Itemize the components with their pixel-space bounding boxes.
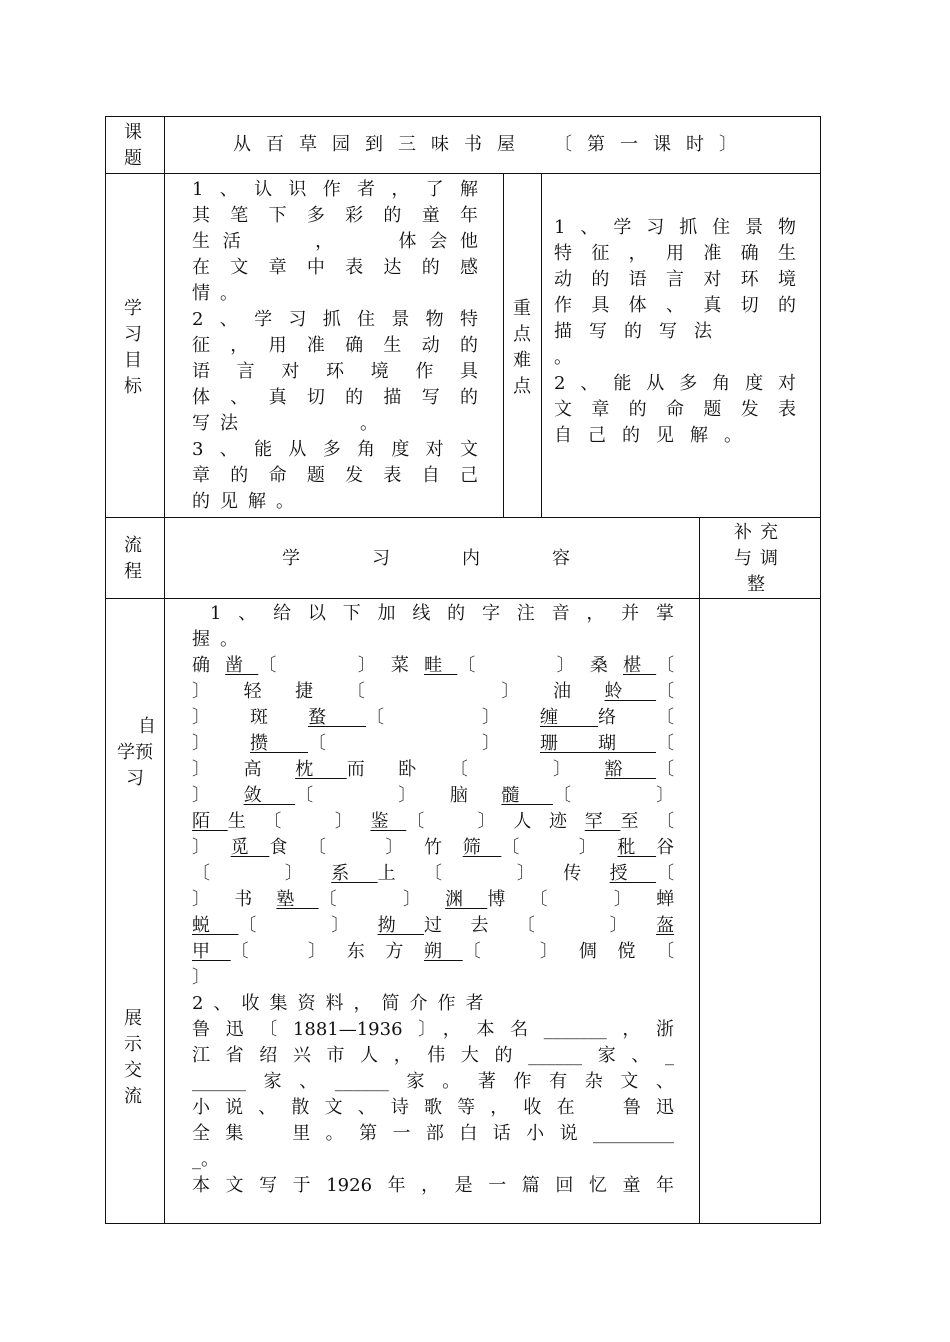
vocab-row: 甲〔 〕东方朔〔 〕倜傥〔 (192, 941, 675, 962)
goals-line: 在文章中表达的感 (192, 257, 478, 278)
goals-line: 其笔下多彩的童年 (192, 205, 478, 226)
goals-line: 的见解。 (192, 491, 304, 512)
keypoints-line: 作具体、真切的 (554, 295, 796, 316)
question-2-line: 全集 里。第一部白话小说_________ (192, 1123, 674, 1144)
row-divider-3 (105, 598, 821, 599)
question-2-title: 2、收集资料，简介作者 (192, 993, 494, 1014)
content-header: 学 习 内 容 (282, 548, 582, 569)
vocab-row: 〕高枕而卧〔 〕豁〔 (192, 759, 675, 780)
keypoints-line: 文章的命题发表 (554, 399, 796, 420)
goals-line: 写法 。 (192, 413, 388, 434)
table-border-top (105, 116, 821, 117)
goals-line: 语言对环境作具 (192, 361, 478, 382)
vocab-row: 〕觅食〔 〕竹筛〔 〕秕谷 (192, 837, 675, 858)
goals-line: 章的命题发表自己 (192, 465, 478, 486)
show-exchange-label: 展 示 交 流 (124, 1008, 142, 1107)
keypoints-line: 自己的见解。 (554, 425, 758, 446)
keypoints-line: 描写的写法 (554, 321, 729, 342)
row-divider-2 (105, 517, 821, 518)
question-1-line: 握。 (192, 629, 248, 650)
vocab-row: 〕斑蝥〔 〕缠络〔 (192, 707, 674, 728)
goals-divider (503, 173, 504, 518)
question-2-line: _。 (192, 1149, 219, 1170)
self-study-label: 自 学预 习 (117, 716, 156, 789)
keypoints-line: 动的语言对环境 (554, 269, 796, 290)
keypoints-line: 特征，用准确生 (554, 243, 796, 264)
goals-line: 情。 (192, 283, 248, 304)
goals-line: 生活 ， 体会他 (192, 231, 478, 252)
keypoint-divider (541, 173, 542, 518)
question-2-line: 小说、散文、诗歌等，收在 鲁迅 (192, 1097, 674, 1118)
goals-line: 征，用准确生动的 (192, 335, 478, 356)
goals-line: 体、真切的描写的 (192, 387, 478, 408)
vocab-row: 〕轻捷〔 〕油蛉〔 (192, 681, 675, 702)
question-2-line: 本文写于1926年，是一篇回忆童年 (192, 1175, 674, 1196)
question-2-line: 江省绍兴市人，伟大的______家、_ (192, 1045, 674, 1066)
goals-line: 2、学习抓住景物特 (192, 309, 478, 330)
keypoints-line: 1、学习抓住景物 (554, 217, 796, 238)
flow-label: 流 程 (124, 535, 142, 582)
vocab-row: 陌生〔 〕鉴〔 〕人迹罕至〔 (192, 811, 675, 832)
keypoints-text (554, 215, 796, 449)
page-title: 从百草园到三味书屋 〔第一课时〕 (233, 134, 752, 155)
content-body (192, 601, 674, 1199)
supplement-divider (699, 517, 700, 1224)
vocab-row: 〕攒〔 〕珊瑚〔 (192, 733, 674, 754)
row-divider-1 (105, 173, 821, 174)
goals-text (192, 177, 478, 515)
goals-line: 1、认识作者，了解 (192, 179, 478, 200)
question-2-line: 鲁迅〔1881—1936〕，本名_______，浙 (192, 1019, 674, 1040)
keypoints-line: 。 (554, 347, 572, 368)
vocab-row: 〕书塾〔 〕渊博〔 〕蝉 (192, 889, 675, 910)
keypoints-label: 重 点 难 点 (513, 298, 531, 397)
goals-label: 学 习 目 标 (124, 298, 142, 397)
vocab-row: 〕敛〔 〕脑髓〔 〕 (192, 785, 675, 806)
vocab-row: 〕 (192, 967, 210, 988)
keypoints-line: 2、能从多角度对 (554, 373, 796, 394)
question-1-line: 1、给以下加线的字注音，并掌 (210, 603, 674, 624)
topic-label: 课 题 (124, 122, 142, 169)
vocab-row: 〔 〕系上〔 〕传授〔 (192, 863, 675, 884)
vocab-row: 蜕〔 〕拗过去〔 〕盔 (192, 915, 675, 936)
table-border-left (105, 116, 106, 1224)
supplement-header: 补充 与调 整 (734, 522, 786, 595)
table-border-right (820, 116, 821, 1224)
goals-line: 3、能从多角度对文 (192, 439, 478, 460)
table-border-bottom (105, 1223, 821, 1224)
vocab-row: 确凿〔 〕菜畦〔 〕桑椹〔 (192, 655, 675, 676)
question-2-line: ______家、______家。著作有杂文、 (192, 1071, 674, 1092)
label-column-divider (164, 116, 165, 1224)
